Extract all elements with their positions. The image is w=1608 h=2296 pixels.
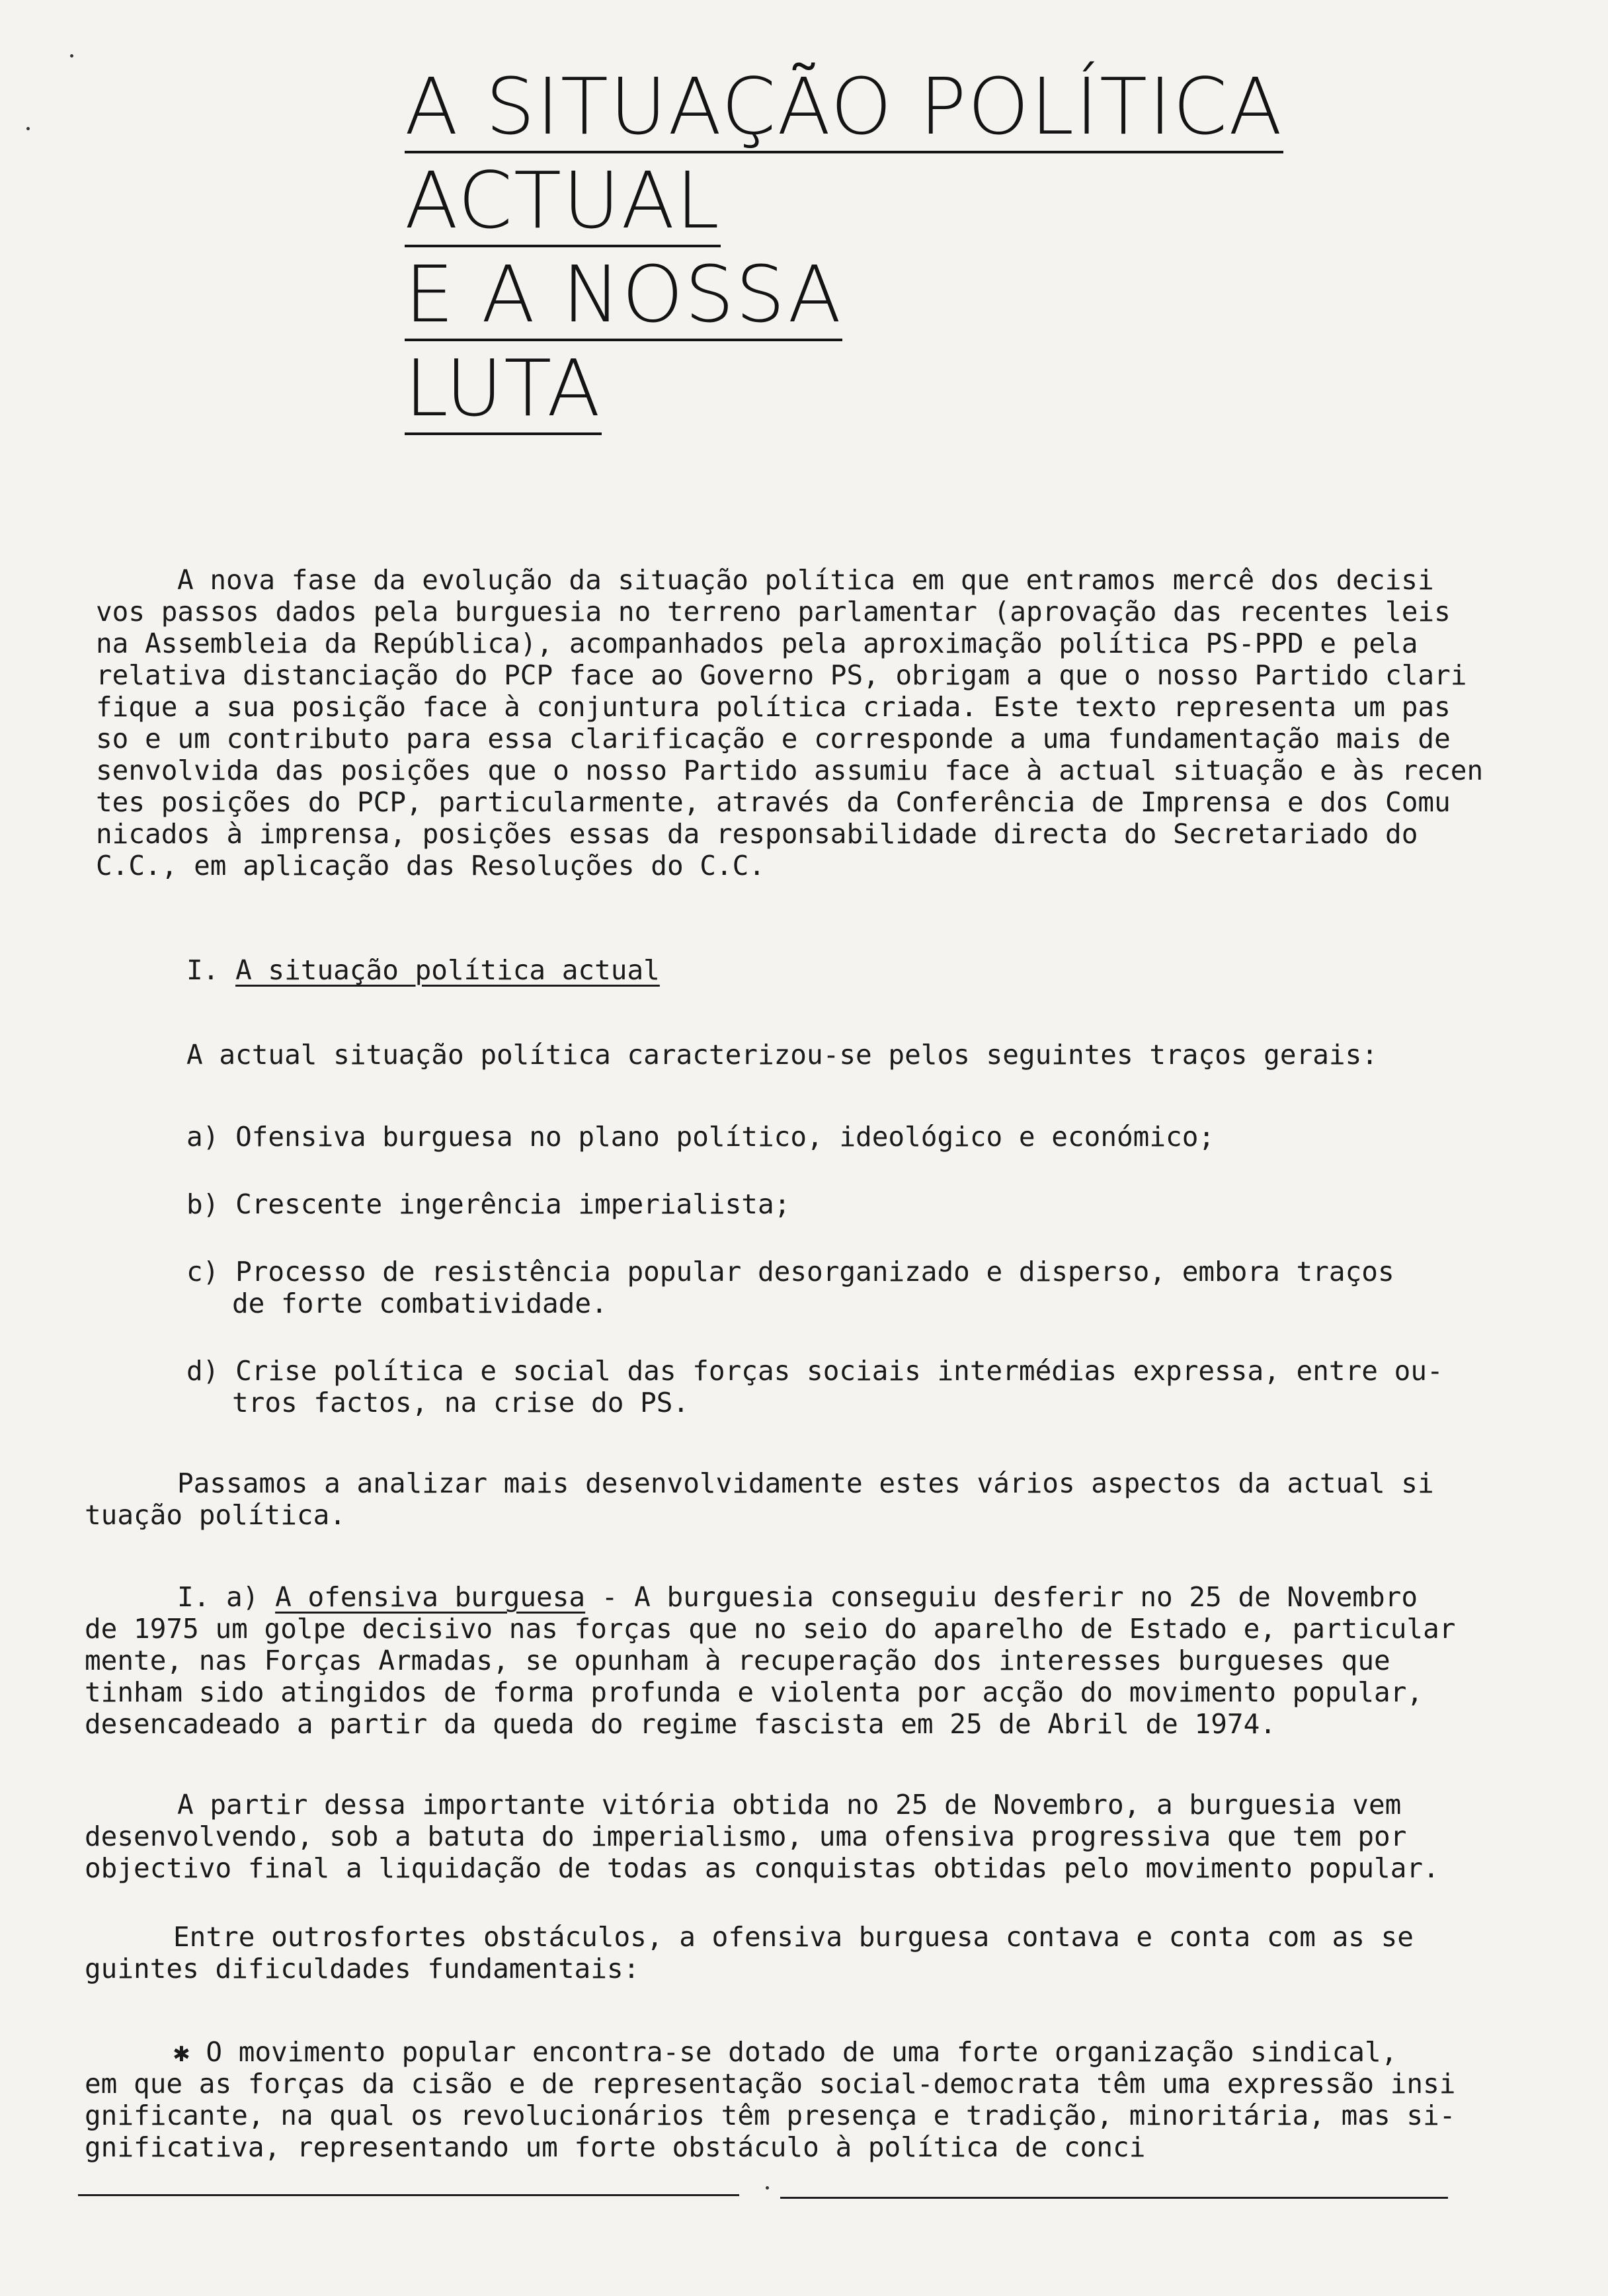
title-line-2: ACTUAL xyxy=(405,155,721,246)
intro-line: A nova fase da evolução da situação política em que entramos mercê dos decisi xyxy=(177,564,1434,596)
list-marker: d) xyxy=(186,1355,220,1387)
subsection-heading: A ofensiva burguesa xyxy=(275,1581,586,1613)
list-item-text: Processo de resistência popular desorganizado e disperso, embora traços xyxy=(235,1256,1394,1288)
scan-speck xyxy=(70,54,73,58)
bullet-first-line xyxy=(173,2035,1397,2069)
section-heading xyxy=(186,954,660,987)
intro-line: tes posições do PCP, particularmente, através da Conferência de Imprensa e dos Comu xyxy=(96,786,1451,818)
footer-rule-right xyxy=(780,2197,1448,2199)
bullet-text: O movimento popular encontra-se dotado de uma forte organização sindical, xyxy=(206,2036,1398,2068)
section-lead: A actual situação política caracterizou-se pelos seguintes traços gerais: xyxy=(186,1039,1378,1071)
paragraph-line: gnificante, na qual os revolucionários têm presença e tradição, minoritária, mas si- xyxy=(85,2100,1456,2131)
subsection-label: I. a) xyxy=(177,1581,259,1613)
list-item xyxy=(186,1255,1394,1288)
paragraph-line: gnificativa, representando um forte obstáculo à política de conci xyxy=(85,2131,1146,2163)
scan-speck xyxy=(26,127,30,130)
list-item xyxy=(186,1354,1443,1387)
subsection-first-line xyxy=(177,1580,1418,1614)
paragraph-line: desenvolvendo, sob a batuta do imperialismo, uma ofensiva progressiva que tem por xyxy=(85,1821,1407,1852)
asterisk-bullet-icon: ✱ xyxy=(173,2036,190,2068)
list-item-text: Crescente ingerência imperialista; xyxy=(235,1188,791,1220)
paragraph-line: tinham sido atingidos de forma profunda e violenta por acção do movimento popular, xyxy=(85,1676,1424,1708)
intro-line: senvolvida das posições que o nosso Partido assumiu face à actual situação e às recen xyxy=(96,755,1484,786)
title-line-4: LUTA xyxy=(405,343,602,434)
list-item-text: Crise política e social das forças sociais intermédias expressa, entre ou- xyxy=(235,1355,1443,1387)
title-line-1: A SITUAÇÃO POLÍTICA xyxy=(405,61,1284,152)
paragraph-line: desencadeado a partir da queda do regime fascista em 25 de Abril de 1974. xyxy=(85,1708,1276,1740)
paragraph-line: mente, nas Forças Armadas, se opunham à recuperação dos interesses burgueses que xyxy=(85,1645,1390,1676)
transition-line: Passamos a analizar mais desenvolvidamente estes vários aspectos da actual si xyxy=(177,1467,1434,1499)
paragraph-line: Entre outrosfortes obstáculos, a ofensiva burguesa contava e conta com as se xyxy=(173,1921,1414,1953)
intro-line: vos passos dados pela burguesia no terreno parlamentar (aprovação das recentes leis xyxy=(96,596,1451,628)
list-marker: b) xyxy=(186,1188,220,1220)
list-marker: a) xyxy=(186,1121,220,1153)
scan-speck xyxy=(766,2186,769,2190)
paragraph-line: objectivo final a liquidação de todas as conquistas obtidas pelo movimento popular. xyxy=(85,1852,1439,1884)
section-number: I. xyxy=(186,954,220,986)
intro-line: relativa distanciação do PCP face ao Governo PS, obrigam a que o nosso Partido clari xyxy=(96,659,1467,691)
subsection-text: - A burguesia conseguiu desferir no 25 de Novembro xyxy=(601,1581,1418,1613)
intro-line: fique a sua posição face à conjuntura política criada. Este texto representa um pas xyxy=(96,691,1451,723)
paragraph-line: A partir dessa importante vitória obtida no 25 de Novembro, a burguesia vem xyxy=(177,1789,1402,1821)
list-item xyxy=(186,1188,790,1221)
section-title: A situação política actual xyxy=(235,954,660,986)
list-item xyxy=(186,1120,1215,1153)
title-line-3: E A NOSSA xyxy=(405,249,843,340)
list-item-continuation: tros factos, na crise do PS. xyxy=(232,1387,690,1418)
document-title xyxy=(405,60,1283,435)
paragraph-line: em que as forças da cisão e de representação social-democrata têm uma expressão insi xyxy=(85,2068,1456,2100)
transition-line: tuação política. xyxy=(85,1499,346,1531)
intro-line: C.C., em aplicação das Resoluções do C.C. xyxy=(96,850,766,882)
paragraph-line: de 1975 um golpe decisivo nas forças que no seio do aparelho de Estado e, particular xyxy=(85,1613,1456,1645)
list-marker: c) xyxy=(186,1256,220,1288)
footer-rule-left xyxy=(78,2194,739,2196)
intro-line: so e um contributo para essa clarificação e corresponde a uma fundamentação mais de xyxy=(96,723,1451,755)
intro-line: nicados à imprensa, posições essas da responsabilidade directa do Secretariado do xyxy=(96,818,1418,850)
paragraph-line: guintes dificuldades fundamentais: xyxy=(85,1953,640,1985)
list-item-text: Ofensiva burguesa no plano político, ideológico e económico; xyxy=(235,1121,1215,1153)
list-item-continuation: de forte combatividade. xyxy=(232,1288,608,1319)
intro-line: na Assembleia da República), acompanhados pela aproximação política PS-PPD e pela xyxy=(96,628,1418,659)
